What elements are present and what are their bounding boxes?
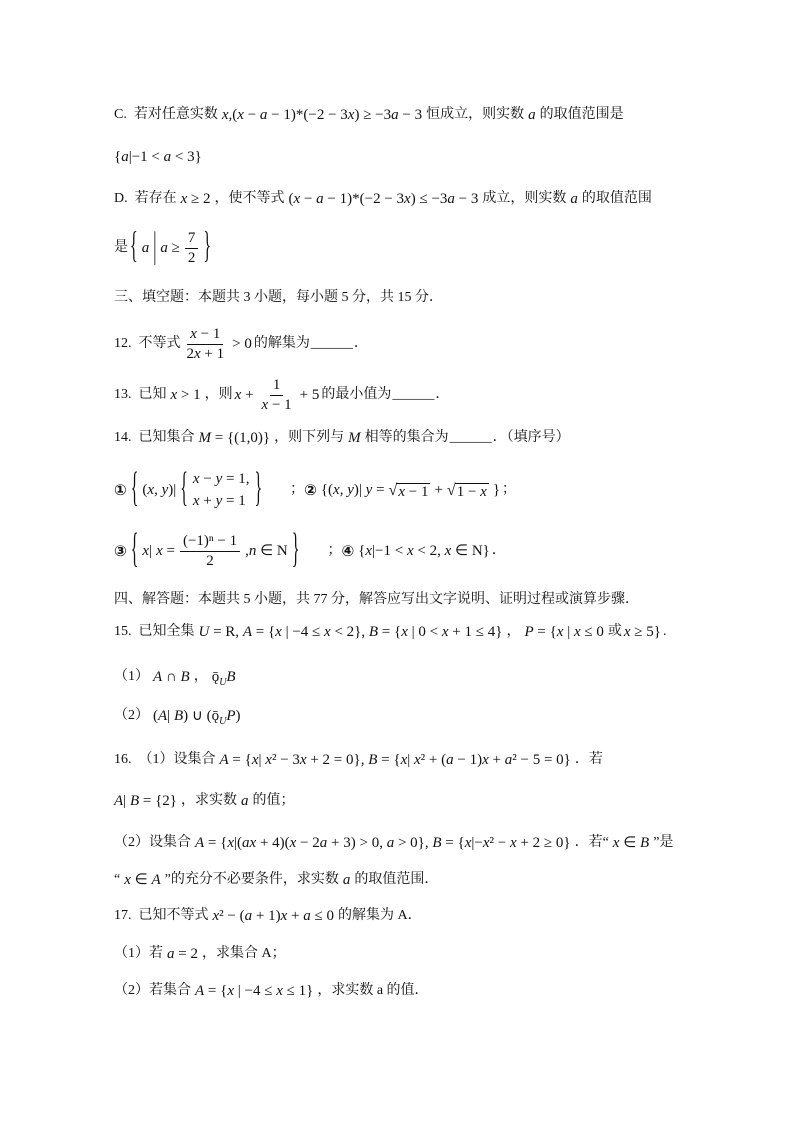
question-text: 已知全集 (138, 624, 195, 639)
math-variable: U (198, 624, 210, 640)
q15-part-2-line (114, 706, 245, 726)
math-variable: x (280, 908, 288, 924)
math-variable: x (261, 396, 269, 413)
radicand: x − 1 (398, 483, 429, 500)
question-text: ，求实数 a 的值． (317, 983, 429, 998)
option-d-text: 是 (114, 240, 128, 255)
section-answer-heading (114, 590, 639, 610)
q16-part-1-continued-line (114, 791, 294, 811)
question-text: 的取值范围． (354, 872, 439, 887)
math-variable: x (398, 483, 405, 500)
complement-set (226, 669, 235, 685)
question-end: ． (353, 336, 368, 351)
set-open-brace: { (130, 227, 138, 267)
math-variable: x (623, 624, 631, 640)
math-variable: x (142, 543, 150, 559)
math-variable: B (180, 669, 190, 685)
option-separator: ； (290, 482, 305, 497)
radicand: 1 − x (456, 483, 487, 500)
option-separator: ； (327, 543, 342, 558)
question-text: 或 (607, 624, 622, 639)
set-m-name (348, 428, 361, 448)
question-text: 的最小值为 (321, 387, 392, 402)
question-number: 17. (114, 908, 132, 923)
question-end: ．（填序号） (492, 430, 570, 445)
math-variable: x (299, 752, 307, 768)
math-variable: B (368, 624, 379, 640)
option-d-inequality: (x − a − 1)*(−2 − 3x) ≤ −3a − 3 (288, 191, 479, 207)
set-definitions: U = R, A = {x | −4 ≤ x < 2}, B = {x | 0 < x + 1 ≤ 4} (198, 624, 503, 640)
answer-blank: ______ (392, 387, 435, 402)
question-text: ．若 (574, 752, 603, 767)
root-sign: √ (388, 481, 398, 499)
math-variable: P (226, 708, 236, 724)
math-variable: x (401, 624, 408, 640)
set-element: x| (142, 543, 153, 559)
set-element: {x|−1 < x < 2, x ∈ N} (358, 543, 490, 559)
math-variable: x (180, 191, 188, 207)
math-variable: y (365, 482, 373, 498)
math-variable: A (151, 872, 161, 888)
math-variable: a (240, 793, 249, 809)
question-text: 设集合 (149, 835, 191, 850)
question-text: ， (506, 624, 521, 639)
equation-1: x − y = 1, (192, 471, 250, 487)
math-variable: x (365, 543, 373, 559)
complement-set: P) (226, 708, 241, 724)
math-variable: M (198, 430, 211, 446)
math-variable: x (441, 624, 449, 640)
set-close-brace: } (254, 466, 263, 511)
math-variable: a (342, 872, 351, 888)
math-variable: y (161, 482, 169, 498)
expression: + 5 (299, 387, 320, 403)
question-text: ，则下列与 (274, 430, 345, 445)
variable (241, 791, 249, 811)
q17-line (114, 906, 422, 926)
math-variable: a (163, 149, 172, 165)
part-label: （1） (138, 752, 174, 767)
math-variable: x (293, 191, 301, 207)
math-variable: a (504, 752, 513, 768)
math-variable: x (464, 835, 472, 851)
question-text: 的解集为 (253, 336, 310, 351)
option-2-marker: ② (304, 481, 317, 499)
math-variable: A (195, 983, 205, 999)
question-text: 已知不等式 (138, 908, 209, 923)
question-text: 若集合 (149, 983, 191, 998)
math-variable: x (249, 835, 257, 851)
math-variable: a (160, 240, 168, 256)
option-d-text: ，使不等式 (214, 191, 285, 206)
question-text: 设集合 (173, 752, 216, 767)
system-brace: { (180, 466, 188, 511)
condition: x > 1 (170, 387, 201, 403)
math-variable: x (227, 835, 235, 851)
option-d-text: 的取值范围 (581, 191, 652, 206)
math-variable: a (244, 908, 253, 924)
equation-system (193, 468, 250, 512)
math-variable: x (347, 107, 355, 123)
set-open-brace: { (130, 527, 139, 572)
math-variable: x (237, 107, 244, 123)
set-m: M = {(1,0)} (198, 430, 271, 446)
fraction (184, 326, 228, 363)
math-variable: x (234, 387, 242, 403)
math-variable: A (153, 669, 163, 685)
answer-blank: ______ (310, 336, 353, 351)
math-variable: a (167, 946, 175, 962)
math-variable: x (212, 908, 220, 924)
question-end: . (662, 624, 667, 639)
question-text: 已知 (138, 387, 167, 402)
inequality-sign: > 0 (232, 336, 252, 352)
math-variable: y (347, 482, 354, 498)
math-variable: A (114, 793, 124, 809)
math-variable: x (444, 543, 452, 559)
fraction-numerator: x − 1 (187, 326, 223, 345)
math-variable: a (386, 835, 395, 851)
part-label: （2） (114, 708, 149, 723)
math-variable: x (192, 471, 200, 487)
set-bar: | (153, 227, 157, 267)
q14-options-3-4-line (114, 526, 506, 576)
option-d-condition: x ≥ 2 (180, 191, 211, 207)
union-left: (A| B) ∪ ( (153, 708, 212, 724)
math-variable: a (303, 908, 311, 924)
option-separator: ； (502, 482, 517, 497)
math-variable: x (406, 543, 414, 559)
set-p-end: x ≥ 5} (623, 624, 661, 640)
math-variable: x (190, 325, 197, 342)
question-text: ”的充分不必要条件，求实数 (164, 872, 339, 887)
math-variable: B (226, 669, 236, 685)
math-variable: x (194, 345, 201, 362)
question-number: 13. (114, 387, 132, 402)
answer-blank: ______ (449, 430, 492, 445)
part-label: （1） (114, 669, 149, 684)
q15-line (114, 622, 666, 642)
set-element: (x, y)| (142, 482, 177, 498)
set-definitions: A = {x| x² − 3x + 2 = 0}, B = {x| x² + (a − 1)x + a² − 5 = 0} (219, 752, 571, 768)
section-heading: 四、解答题：本题共 5 小题，共 77 分，解答应写出文字说明、证明过程或演算步骤． (114, 592, 639, 607)
math-variable: U (219, 716, 227, 727)
math-variable: B (129, 793, 140, 809)
q13-line (114, 375, 449, 415)
math-variable: A (219, 752, 229, 768)
math-variable: x (556, 624, 564, 640)
fraction-numerator: 1 (270, 377, 284, 396)
part-label: （1） (114, 946, 149, 961)
question-text: 相等的集合为 (364, 430, 449, 445)
math-variable: x (192, 493, 200, 509)
math-variable: B (173, 708, 184, 724)
q16-part-1-line (114, 750, 603, 770)
math-variable: a (446, 752, 454, 768)
math-variable: x (480, 483, 487, 500)
question-number: 14. (114, 430, 132, 445)
math-variable: x (510, 835, 517, 851)
question-end: ． (435, 387, 450, 402)
fraction-numerator: (−1)ⁿ − 1 (180, 533, 240, 552)
set-variable (142, 238, 150, 258)
math-variable: B (368, 752, 378, 768)
equation-2: x + y = 1 (192, 493, 246, 509)
option-c-range: {a|−1 < a < 3} (114, 149, 202, 165)
option-d-text: 成立，则实数 (482, 191, 567, 206)
question-text: 的值； (252, 793, 295, 808)
math-variable: x (482, 835, 490, 851)
expression: x + (234, 387, 254, 403)
section-heading: 三、填空题：本题共 3 小题，每小题 5 分，共 15 分． (114, 290, 443, 305)
math-variable: a (570, 191, 578, 207)
complement-symbol: ǭ (211, 669, 220, 685)
math-variable: a (319, 835, 328, 851)
math-variable: x (170, 387, 178, 403)
q15-part-1-line (114, 667, 240, 687)
math-variable: a (391, 107, 399, 123)
math-variable: x (400, 752, 408, 768)
math-variable: x (265, 752, 272, 768)
plus-sign: + (434, 482, 443, 498)
question-number: 15. (114, 624, 132, 639)
set-close-brace: } (492, 482, 501, 498)
q14-line (114, 428, 570, 448)
fraction-numerator: 7 (185, 230, 199, 249)
math-variable: A (158, 708, 168, 724)
option-c-inequality: x,(x − a − 1)*(−2 − 3x) ≥ −3a − 3 (221, 107, 423, 123)
math-variable: x (414, 752, 421, 768)
option-c-text: 若对任意实数 (133, 107, 218, 122)
q11-option-c-range-line (114, 147, 206, 167)
q17-part-1-line (114, 944, 286, 964)
set-condition: a ≥ (160, 240, 180, 256)
math-variable: y (215, 493, 223, 509)
q16-part-2-line (114, 833, 673, 853)
question-text: ，求实数 (180, 793, 237, 808)
math-variable: x (612, 835, 620, 851)
math-variable: x (251, 752, 259, 768)
option-c-variable (528, 105, 536, 125)
fraction (185, 230, 199, 267)
math-variable: x (324, 624, 331, 640)
question-text: ，则 (204, 387, 233, 402)
set-element: {(x, y)| y = (320, 482, 385, 498)
option-3-marker: ③ (114, 542, 127, 560)
question-text: ，求集合 A； (201, 946, 286, 961)
fraction-denominator: 2 (206, 552, 214, 569)
math-variable: a (447, 191, 455, 207)
question-text: 不等式 (138, 336, 181, 351)
parameter-value: a = 2 (167, 946, 198, 962)
q11-option-d-line (114, 189, 652, 209)
option-c-label: C. (114, 107, 127, 122)
question-text: 的解集为 A． (337, 908, 422, 923)
math-variable: B (432, 835, 442, 851)
part-separator: ， (193, 669, 208, 684)
math-variable: x (221, 107, 229, 123)
math-variable: x (227, 983, 235, 999)
option-4-marker: ④ (341, 542, 355, 560)
math-variable: x (404, 191, 411, 207)
fraction-denominator: 2 (187, 249, 196, 266)
math-variable: P (524, 624, 534, 640)
question-number: 12. (114, 336, 132, 351)
complement-expression (212, 667, 236, 687)
math-variable: U (219, 677, 227, 688)
q12-line (114, 324, 368, 364)
option-d-variable (570, 189, 578, 209)
intersection-condition: A| B = {2} (114, 793, 177, 809)
q11-option-c-line (114, 105, 624, 125)
math-variable: x (482, 752, 489, 768)
complement-symbol: ǭ (211, 708, 220, 724)
math-variable: a (316, 191, 324, 207)
fraction-denominator: 2x + 1 (186, 345, 225, 362)
option-d-label: D. (114, 191, 128, 206)
question-number: 16. (114, 752, 132, 767)
option-1-marker: ① (114, 481, 127, 499)
math-variable: B (640, 835, 650, 851)
set-rule-lhs: x = (156, 543, 175, 559)
math-variable: A (195, 835, 205, 851)
math-variable: x (124, 872, 131, 888)
fraction (180, 533, 240, 570)
square-root (389, 481, 431, 500)
math-variable: a (121, 149, 129, 165)
set-close-brace: } (203, 227, 212, 267)
set-condition: ,n ∈ N (245, 543, 288, 559)
q14-options-1-2-line (114, 465, 516, 515)
option-separator: ． (491, 543, 506, 558)
q16-part-2-continued-line (114, 870, 438, 890)
question-text: 已知集合 (138, 430, 195, 445)
math-variable: x (147, 482, 155, 498)
question-text: “ (114, 872, 121, 887)
option-d-text: 若存在 (134, 191, 177, 206)
set-open-brace: { (130, 466, 139, 511)
question-text: ”是 (653, 835, 674, 850)
membership: x ∈ B (612, 835, 650, 851)
variable (343, 870, 351, 890)
square-root (447, 481, 489, 500)
fraction (259, 377, 295, 414)
math-variable: x (276, 983, 283, 999)
set-p-start: P = {x | x ≤ 0 (524, 624, 604, 640)
set-definition: A = {x | −4 ≤ x ≤ 1} (195, 983, 314, 999)
question-text: 若 (149, 946, 163, 961)
math-variable: M (348, 430, 361, 446)
math-variable: x (333, 482, 340, 498)
set-close-brace: } (291, 527, 300, 572)
fraction-denominator: x − 1 (261, 396, 292, 413)
question-text: ．若“ (574, 835, 609, 850)
math-variable: a (242, 835, 250, 851)
q11-option-d-range-line (114, 223, 213, 273)
intersection-expression: A ∩ B (153, 669, 190, 685)
option-c-text: 的取值范围是 (539, 107, 624, 122)
root-sign: √ (446, 481, 456, 499)
math-variable: A (242, 624, 252, 640)
membership: x ∈ A (124, 872, 161, 888)
inequality: x² − (a + 1)x + a ≤ 0 (212, 908, 334, 924)
math-variable: n (248, 543, 257, 559)
math-variable: a (528, 107, 536, 123)
section-fill-in-heading (114, 288, 443, 308)
math-variable: x (275, 624, 282, 640)
set-definitions: A = {x|(ax + 4)(x − 2a + 3) > 0, a > 0}, B = {x|−x² − x + 2 ≥ 0} (195, 835, 571, 851)
math-variable: a (141, 240, 150, 256)
math-variable: x (573, 624, 581, 640)
math-variable: y (215, 471, 223, 487)
part-label: （2） (114, 983, 149, 998)
math-variable: x (156, 543, 163, 559)
option-c-text: 恒成立，则实数 (426, 107, 525, 122)
math-variable: x (289, 835, 297, 851)
q17-part-2-line (114, 981, 429, 1001)
union-expression (153, 706, 241, 726)
math-variable: a (259, 107, 268, 123)
part-label: （2） (114, 835, 149, 850)
